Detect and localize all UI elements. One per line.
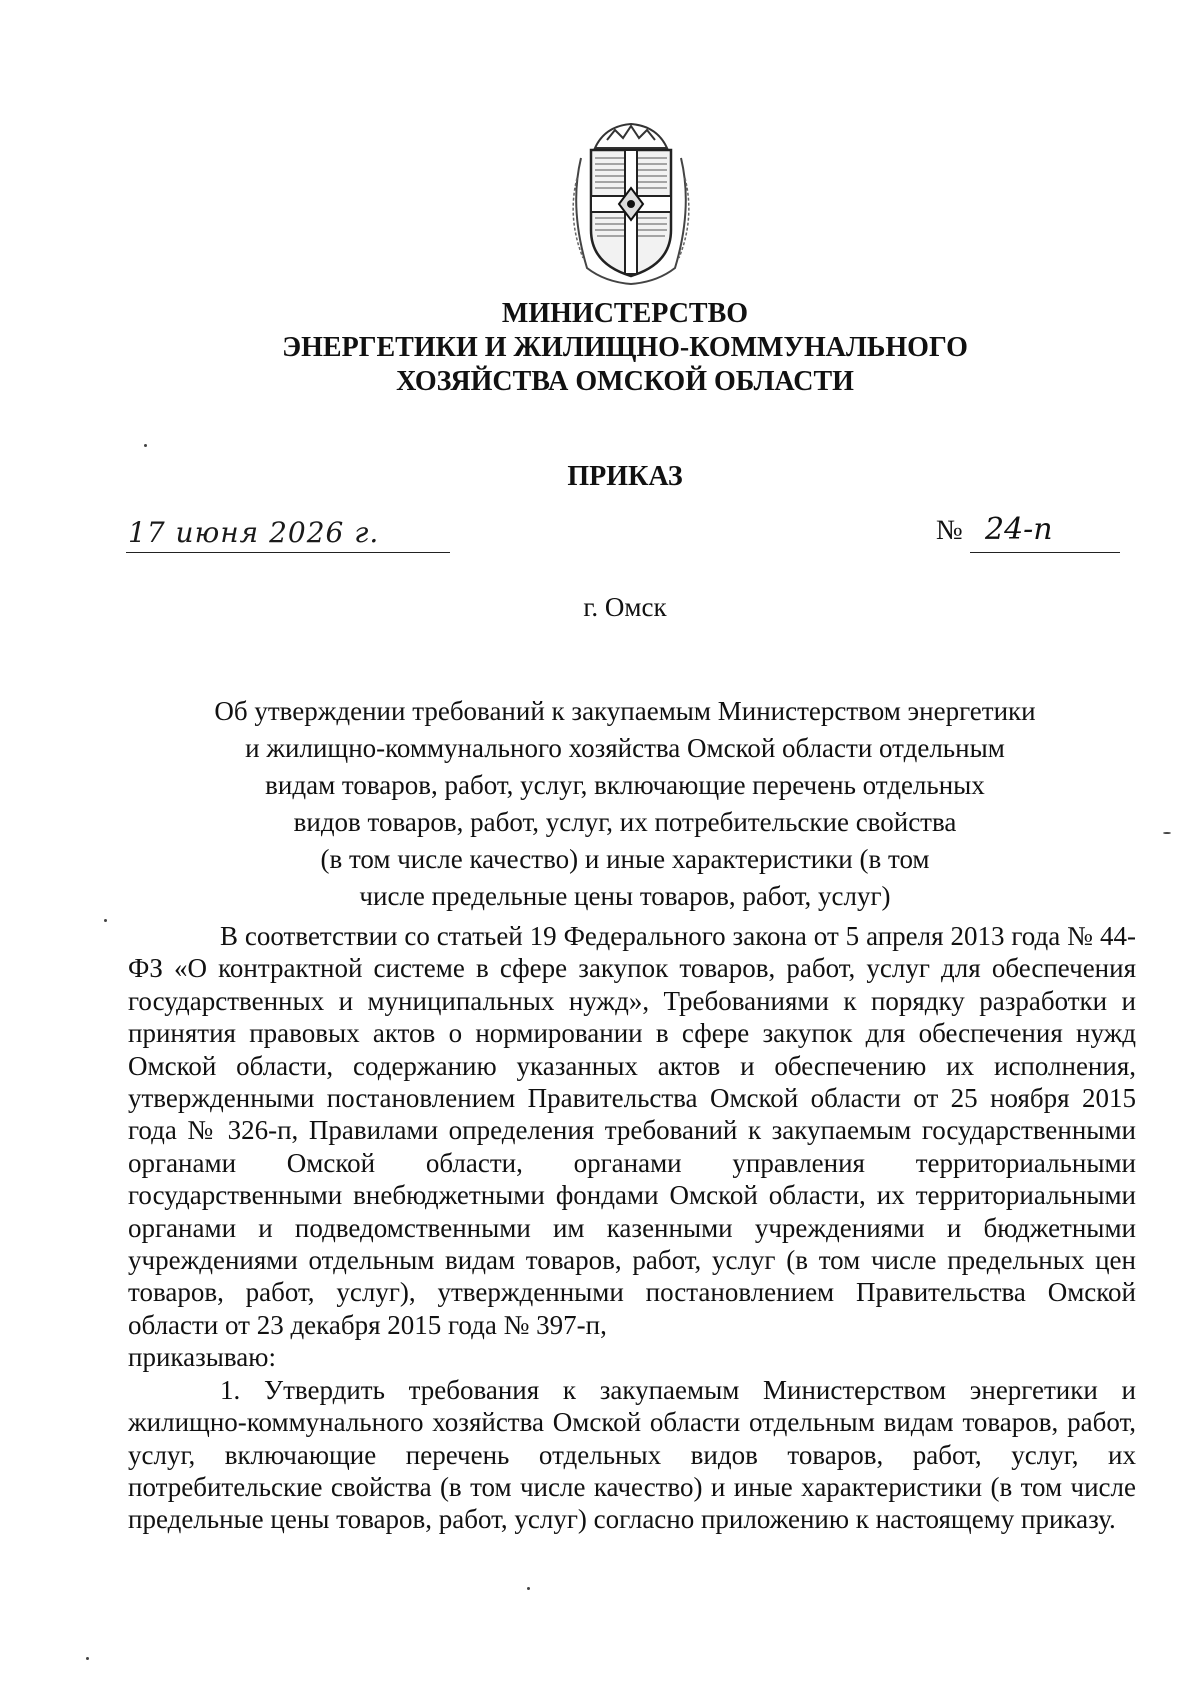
subject-line: (в том числе качество) и иные характеристики (в том — [320, 844, 930, 874]
handwritten-number: 24-п — [985, 512, 1053, 547]
handwritten-date: 17 июня 2026 г. — [128, 516, 380, 549]
ministry-line-3: ХОЗЯЙСТВА ОМСКОЙ ОБЛАСТИ — [396, 366, 854, 397]
scan-speck — [1163, 832, 1171, 834]
ministry-line-1: МИНИСТЕРСТВО — [501, 298, 749, 329]
document-type-title: ПРИКАЗ — [567, 461, 683, 492]
order-word: приказываю: — [128, 1342, 276, 1373]
document-subject — [0, 693, 1200, 915]
coat-of-arms-icon — [565, 118, 697, 286]
city: г. Омск — [583, 592, 667, 622]
subject-line: числе предельные цены товаров, работ, услуг) — [359, 881, 891, 911]
item-1-paragraph: 1. Утвердить требования к закупаемым Министерством энергетики и жилищно-коммунального хозяйства Омской области отдельным видам товаров, работ, услуг, включающие перечень отдельных видов товаров, работ, услуг, их потребительские свойства (в том числе качество) и иные характеристики (в том числе предельные цены товаров, работ, услуг) согласно приложению к настоящему приказу. — [128, 1374, 1136, 1535]
scan-speck — [104, 919, 107, 922]
scan-speck — [527, 1587, 530, 1590]
ministry-line-2: ЭНЕРГЕТИКИ И ЖИЛИЩНО-КОММУНАЛЬНОГО — [282, 332, 968, 363]
subject-line: видов товаров, работ, услуг, их потребительские свойства — [293, 807, 957, 837]
subject-line: и жилищно-коммунального хозяйства Омской области отдельным — [245, 733, 1005, 763]
number-label: № — [936, 515, 963, 546]
preamble-paragraph: В соответствии со статьей 19 Федерального закона от 5 апреля 2013 года № 44-ФЗ «О контрактной системе в сфере закупок товаров, работ, услуг для обеспечения государственных и муниципальных нужд», Требованиями к порядку разработки и принятия правовых актов о нормировании в сфере закупок для обеспечения нужд Омской области, содержанию указанных актов и обеспечению их исполнения, утвержденными постановлением Правительства Омской области от 25 ноября 2015 года № 326-п, Правилами определения требований к закупаемым государственными органами Омской области, органами управления территориальными государственными внебюджетными фондами Омской области, их территориальными органами и подведомственными им казенными учреждениями и бюджетными учреждениями отдельным видам товаров, работ, услуг (в том числе предельных цен товаров, работ, услуг), утвержденными постановлением Правительства Омской области от 23 декабря 2015 года № 397-п, — [128, 921, 1136, 1340]
subject-line: Об утверждении требований к закупаемым Министерством энергетики — [214, 696, 1036, 726]
scan-speck — [86, 1657, 89, 1660]
number-underline — [970, 552, 1120, 553]
document-body — [128, 920, 1136, 1536]
subject-line: видам товаров, работ, услуг, включающие перечень отдельных — [265, 770, 985, 800]
date-underline — [126, 552, 450, 553]
scan-speck — [144, 444, 147, 447]
ministry-name — [0, 297, 1200, 399]
